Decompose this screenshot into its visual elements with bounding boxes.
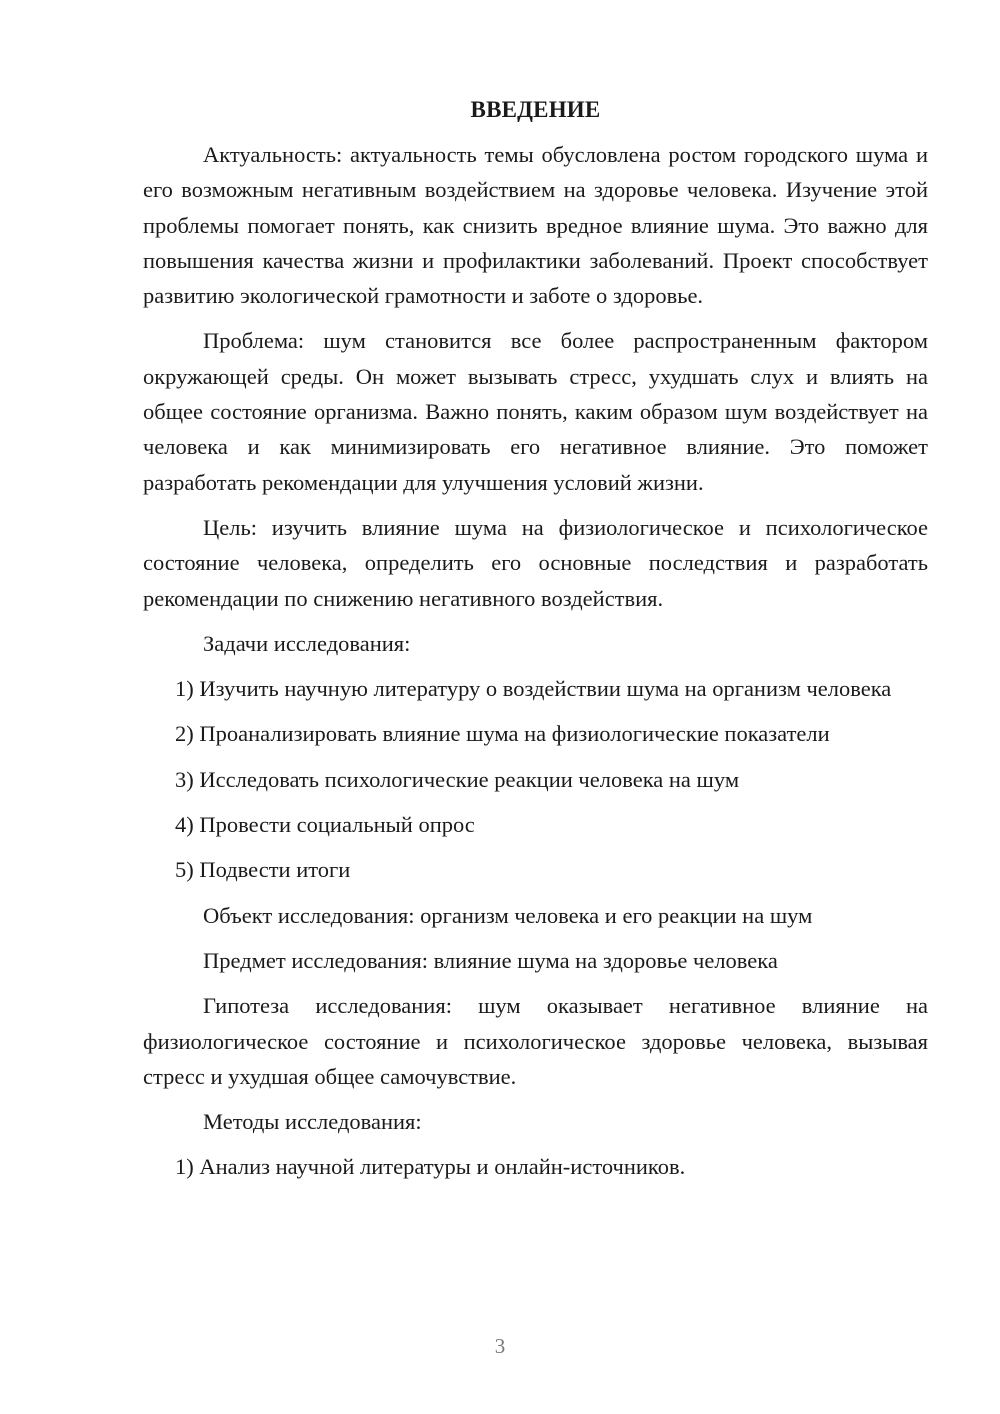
task-item: 5) Подвести итоги <box>175 857 351 883</box>
research-subject: Предмет исследования: влияние шума на здоровье человека <box>203 947 778 973</box>
page-number: 3 <box>494 1334 506 1358</box>
problem-paragraph: Проблема: шум становится все более распространенным фактором окружающей среды. Он может вызывать стресс, ухудшать слух и влиять на общее состояние организма. Важно понять, каким образом шум воздействует на человека и как минимизировать его негативное влияние. Это поможет разработать рекомендации для улучшения условий жизни. <box>143 328 928 495</box>
document-page <box>143 92 928 1185</box>
tasks-heading: Задачи исследования: <box>203 630 411 656</box>
research-object: Объект исследования: организм человека и его реакции на шум <box>203 902 813 928</box>
task-item: 4) Провести социальный опрос <box>175 812 475 838</box>
method-item: 1) Анализ научной литературы и онлайн-источников. <box>175 1154 686 1180</box>
relevance-paragraph: Актуальность: актуальность темы обусловлена ростом городского шума и его возможным негативным воздействием на здоровье человека. Изучение этой проблемы помогает понять, как снизить вредное влияние шума. Это важно для повышения качества жизни и профилактики заболеваний. Проект способствует развитию экологической грамотности и заботе о здоровье. <box>143 142 928 309</box>
task-item: 1) Изучить научную литературу о воздействии шума на организм человека <box>175 676 892 702</box>
hypothesis-paragraph: Гипотеза исследования: шум оказывает негативное влияние на физиологическое состояние и психологическое здоровье человека, вызывая стресс и ухудшая общее самочувствие. <box>143 993 928 1089</box>
goal-paragraph: Цель: изучить влияние шума на физиологическое и психологическое состояние человека, определить его основные последствия и разработать рекомендации по снижению негативного воздействия. <box>143 514 928 611</box>
task-item: 2) Проанализировать влияние шума на физиологические показатели <box>175 721 830 747</box>
task-item: 3) Исследовать психологические реакции человека на шум <box>175 766 740 792</box>
section-title: ВВЕДЕНИЕ <box>470 97 601 122</box>
methods-heading: Методы исследования: <box>203 1109 422 1135</box>
